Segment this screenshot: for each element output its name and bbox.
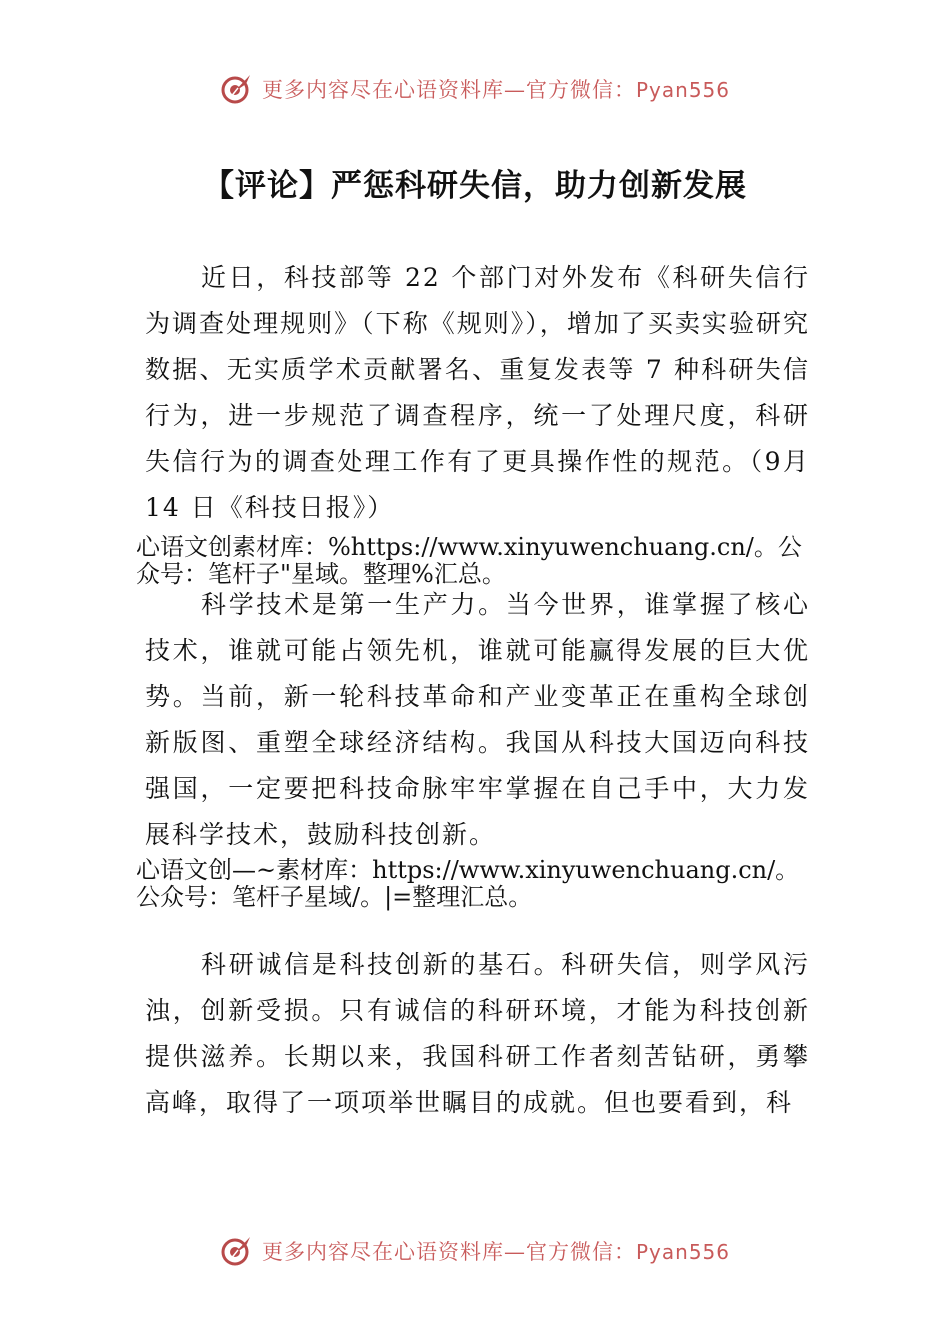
quill-logo-icon — [220, 72, 254, 106]
footer-banner — [0, 1234, 950, 1268]
header-banner-text — [262, 74, 730, 104]
watermark-note-2: 心语文创—~素材库：https://www.xinyuwenchuang.cn/。公众号：笔杆子星域/。|=整理汇总。 — [136, 856, 800, 911]
header-banner-label: 更多内容尽在心语资料库—官方微信： — [261, 78, 636, 102]
header-banner — [0, 72, 950, 106]
paragraph-3: 科研诚信是科技创新的基石。科研失信，则学风污浊，创新受损。只有诚信的科研环境，才能为科技创新提供滋养。长期以来，我国科研工作者刻苦钻研，勇攀高峰，取得了一项项举世瞩目的成就。但也要看到，科 — [145, 950, 810, 1117]
header-wechat-id: Pyan556 — [635, 78, 730, 102]
article-title: 【评论】严惩科研失信，助力创新发展 — [203, 168, 747, 204]
watermark-note-1: 心语文创素材库：%https://www.xinyuwenchuang.cn/。公众号：笔杆子"星域。整理%汇总。 — [136, 533, 802, 588]
quill-logo-icon — [220, 1234, 254, 1268]
paragraph-2: 科学技术是第一生产力。当今世界，谁掌握了核心技术，谁就可能占领先机，谁就可能赢得发展的巨大优势。当前，新一轮科技革命和产业变革正在重构全球创新版图、重塑全球经济结构。我国从科技大国迈向科技强国，一定要把科技命脉牢牢掌握在自己手中，大力发展科学技术，鼓励科技创新。 — [145, 590, 810, 849]
footer-banner-label: 更多内容尽在心语资料库—官方微信： — [261, 1240, 636, 1264]
footer-banner-text — [262, 1236, 730, 1266]
paragraph-1: 近日，科技部等 22 个部门对外发布《科研失信行为调查处理规则》（下称《规则》），增加了买卖实验研究数据、无实质学术贡献署名、重复发表等 7 种科研失信行为，进一步规范了调查程序，统一了处理尺度，科研失信行为的调查处理工作有了更具操作性的规范。（9月 14 日《科技日报》） — [145, 263, 810, 522]
footer-wechat-id: Pyan556 — [635, 1240, 730, 1264]
